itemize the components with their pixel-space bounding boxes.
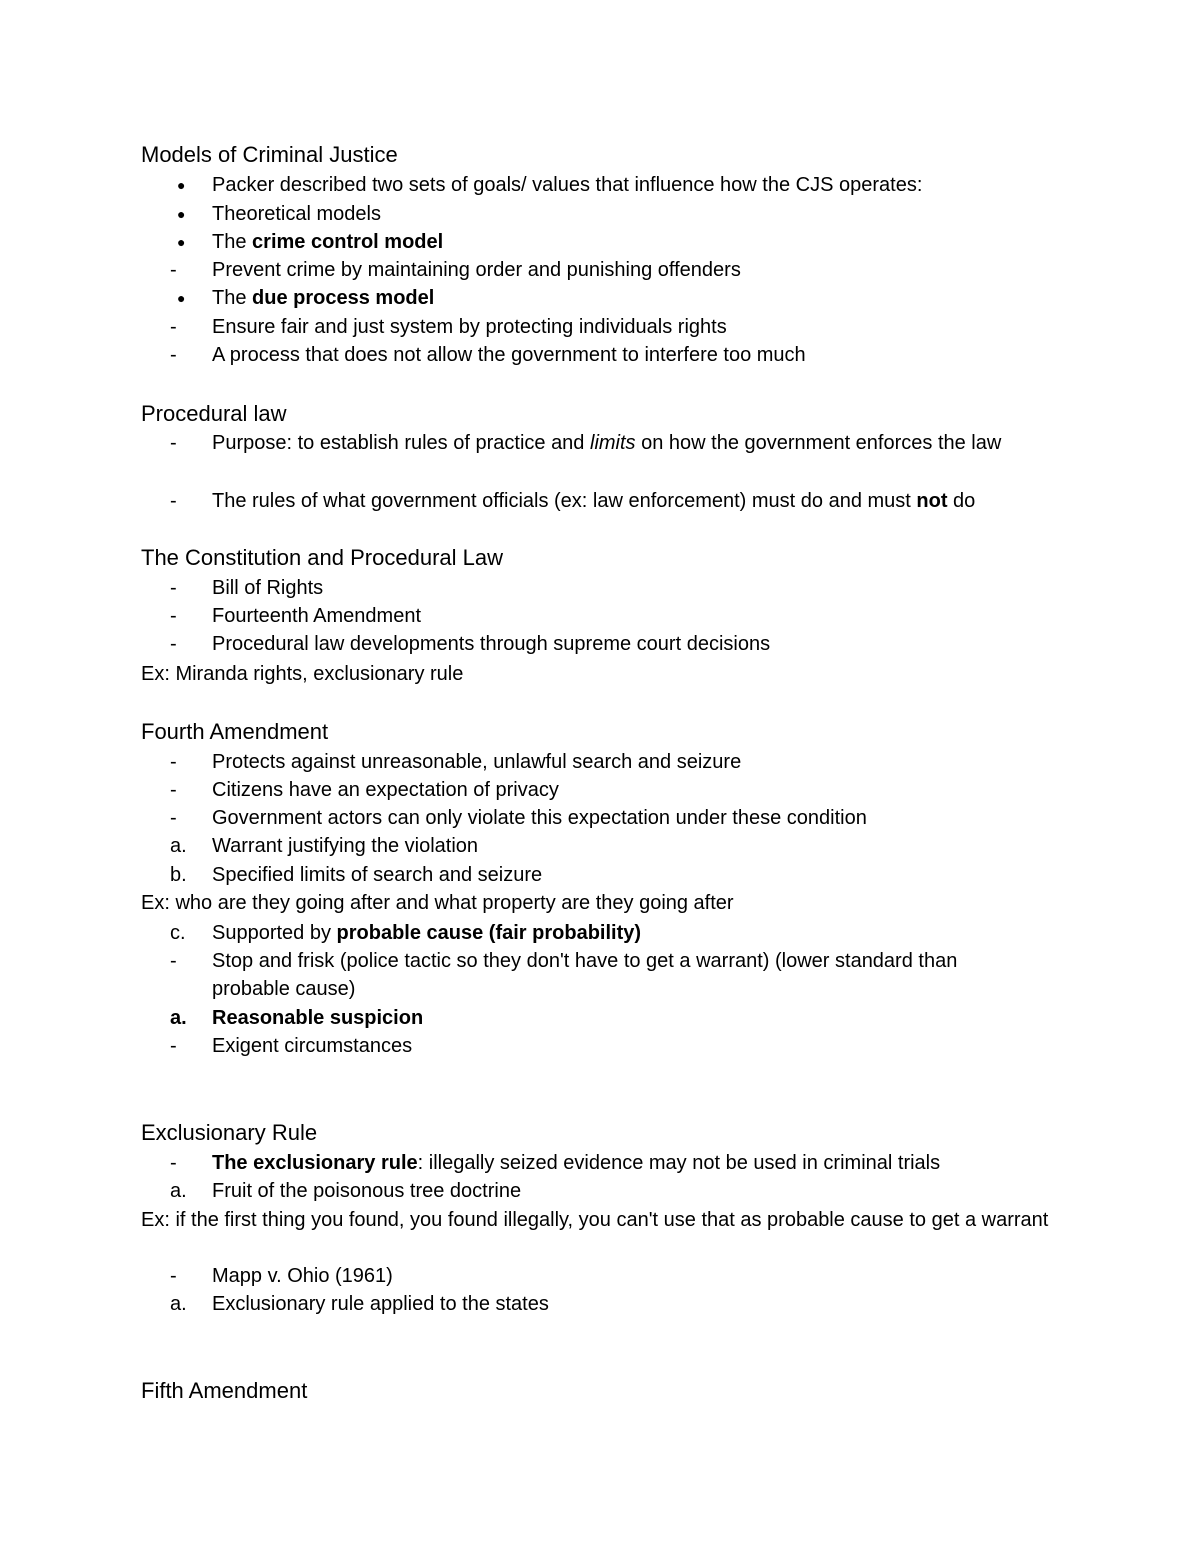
list-item-text: Fourteenth Amendment [212, 605, 422, 627]
text-run: on how the government enforces the law [635, 432, 1002, 454]
text-run: Purpose: to establish rules of practice and [212, 432, 590, 454]
section-heading-models: Models of Criminal Justice [141, 142, 398, 167]
list-item-text [212, 284, 1052, 312]
list-item-text: Exclusionary rule applied to the states [212, 1293, 549, 1315]
list-item-text: Stop and frisk (police tactic so they don't have to get a warrant) (lower standard than probable cause) [212, 950, 958, 1000]
list-item-text [212, 1149, 1052, 1177]
section-heading-fourth: Fourth Amendment [141, 719, 329, 744]
list-item-text: Exigent circumstances [212, 1035, 413, 1057]
dash-marker: - [170, 316, 177, 338]
letter-marker: b. [170, 864, 187, 886]
bold-term: probable cause (fair probability) [336, 922, 642, 944]
letter-marker: a. [170, 1293, 187, 1315]
list-item-text: Mapp v. Ohio (1961) [212, 1265, 393, 1287]
dash-marker: - [170, 577, 177, 599]
dash-marker: - [170, 1035, 177, 1057]
dash-marker: - [170, 1265, 177, 1287]
list-item-text: A process that does not allow the government to interfere too much [212, 344, 806, 366]
bold-term: crime control model [252, 231, 444, 253]
letter-marker: a. [170, 835, 187, 857]
section-heading-exclusionary: Exclusionary Rule [141, 1120, 318, 1145]
list-item-text: Ensure fair and just system by protecting individuals rights [212, 316, 727, 338]
dash-marker: - [170, 779, 177, 801]
section-heading-procedural: Procedural law [141, 401, 287, 426]
dash-marker: - [170, 751, 177, 773]
dash-marker: - [170, 633, 177, 655]
text-run: The rules of what government officials (ex: law enforcement) must do and must [212, 490, 917, 512]
list-item-text: Prevent crime by maintaining order and punishing offenders [212, 259, 741, 281]
example-text: Ex: who are they going after and what property are they going after [141, 892, 734, 914]
dash-marker: - [170, 605, 177, 627]
section-heading-constitution: The Constitution and Procedural Law [141, 545, 503, 570]
section-heading-fifth: Fifth Amendment [141, 1378, 308, 1403]
list-item-text: Theoretical models [212, 203, 381, 225]
list-item-text: Citizens have an expectation of privacy [212, 779, 559, 801]
dash-marker: - [170, 259, 177, 281]
list-item-text [212, 228, 1052, 256]
list-item-text: Specified limits of search and seizure [212, 864, 543, 886]
bold-term: due process model [252, 287, 435, 309]
letter-marker: a. [170, 1007, 187, 1029]
dash-marker: - [170, 432, 177, 454]
list-item-text [212, 919, 1052, 947]
bold-term: not [916, 490, 948, 512]
list-item-text: Fruit of the poisonous tree doctrine [212, 1180, 522, 1202]
bullet-marker: ● [177, 234, 186, 250]
list-item-text: Packer described two sets of goals/ values that influence how the CJS operates: [212, 174, 923, 196]
letter-marker: c. [170, 922, 186, 944]
letter-marker: a. [170, 1180, 187, 1202]
dash-marker: - [170, 807, 177, 829]
bullet-marker: ● [177, 290, 186, 306]
list-item-text: Government actors can only violate this expectation under these condition [212, 807, 867, 829]
text-run: The [212, 287, 253, 309]
text-run: do [947, 490, 976, 512]
example-text: Ex: if the first thing you found, you found illegally, you can't use that as probable cause to get a warrant [141, 1209, 1049, 1231]
list-item-text [212, 487, 1052, 515]
list-item-text: Warrant justifying the violation [212, 835, 479, 857]
list-item-text: Procedural law developments through supreme court decisions [212, 633, 771, 655]
text-run: Supported by [212, 922, 337, 944]
list-item-text [212, 429, 1042, 457]
text-run: The [212, 231, 253, 253]
dash-marker: - [170, 490, 177, 512]
bullet-marker: ● [177, 177, 186, 193]
list-item-text: Protects against unreasonable, unlawful search and seizure [212, 751, 742, 773]
bold-term: The exclusionary rule [212, 1152, 418, 1174]
text-run: : illegally seized evidence may not be used in criminal trials [417, 1152, 941, 1174]
list-item-text: Reasonable suspicion [212, 1007, 424, 1029]
list-item-text: Bill of Rights [212, 577, 324, 599]
dash-marker: - [170, 344, 177, 366]
example-text: Ex: Miranda rights, exclusionary rule [141, 663, 464, 685]
dash-marker: - [170, 1152, 177, 1174]
italic-term: limits [590, 432, 636, 454]
bullet-marker: ● [177, 206, 186, 222]
dash-marker: - [170, 950, 177, 972]
